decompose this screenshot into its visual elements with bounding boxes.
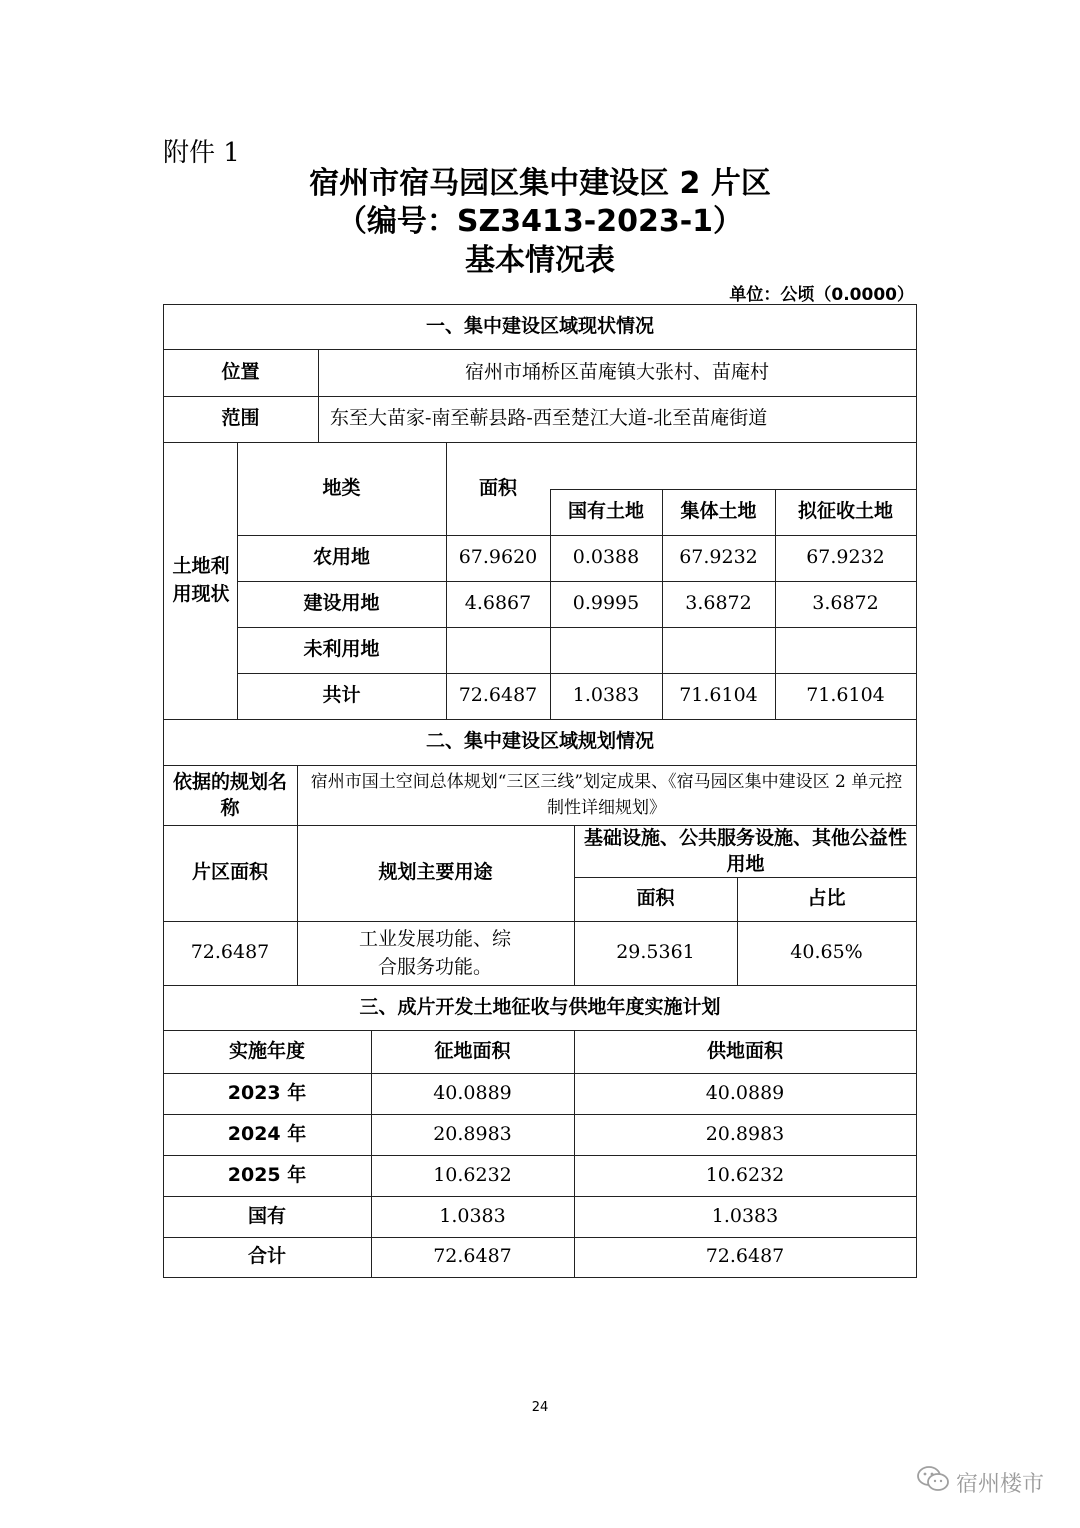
planned-use-value: 工业发展功能、综合服务功能。: [358, 928, 511, 978]
land-row-collective: 67.9232: [679, 546, 758, 569]
plan-row-expropriation: 40.0889: [433, 1081, 512, 1104]
land-row-state: 0.0388: [572, 546, 640, 569]
land-row-area: 4.6867: [464, 592, 532, 615]
plan-row-supply: 20.8983: [705, 1122, 785, 1145]
planned-use-label: 规划主要用途: [378, 861, 493, 884]
header-land-type: 地类: [322, 477, 361, 500]
section3-heading: 三、成片开发土地征收与供地年度实施计划: [359, 995, 721, 1018]
facility-ratio-value: 40.65%: [790, 941, 863, 964]
plan-row-year: 2024 年: [227, 1122, 307, 1145]
facility-area-label: 面积: [636, 887, 675, 910]
facility-ratio-label: 占比: [807, 887, 846, 910]
facility-area-value: 29.5361: [616, 941, 695, 964]
land-use-label: 土地利用现状: [172, 555, 230, 605]
range-label: 范围: [221, 407, 260, 430]
land-row-state: 0.9995: [572, 592, 640, 615]
land-row-type: 建设用地: [303, 592, 380, 615]
land-row-collective: 71.6104: [679, 684, 758, 707]
land-row-state: [550, 627, 662, 673]
zone-area-value: 72.6487: [190, 941, 270, 964]
plan-row-expropriation: 1.0383: [439, 1204, 506, 1227]
land-row-expropriate: 3.6872: [812, 592, 879, 615]
header-year: 实施年度: [228, 1039, 305, 1062]
header-expropriate-land: 拟征收土地: [797, 500, 893, 523]
plan-basis-value: 宿州市国土空间总体规划“三区三线”划定成果、《宿马园区集中建设区 2 单元控制性详细规划》: [310, 772, 903, 818]
watermark: [916, 1465, 1044, 1499]
location-label: 位置: [221, 360, 260, 383]
zone-area-label: 片区面积: [191, 861, 268, 884]
plan-row-supply: 1.0383: [711, 1204, 779, 1227]
land-row-area: 72.6487: [458, 684, 538, 707]
header-state-land: 国有土地: [567, 500, 644, 523]
land-row-expropriate: 67.9232: [806, 546, 885, 569]
land-row-expropriate: 71.6104: [806, 684, 885, 707]
section1-heading: 一、集中建设区域现状情况: [425, 315, 654, 338]
header-area: 面积: [478, 477, 517, 500]
header-supply-area: 供地面积: [706, 1039, 783, 1062]
plan-basis-label: 依据的规划名称: [172, 771, 287, 819]
plan-row-year: 2023 年: [227, 1081, 307, 1104]
document-subtitle: 基本情况表: [465, 243, 615, 278]
section2-heading: 二、集中建设区域规划情况: [425, 730, 654, 753]
wechat-icon: [916, 1465, 950, 1499]
header-expropriation-area: 征地面积: [434, 1039, 511, 1062]
plan-row-expropriation: 20.8983: [433, 1122, 512, 1145]
plan-row-supply: 72.6487: [705, 1245, 785, 1268]
land-row-state: 1.0383: [572, 684, 640, 707]
land-row-collective: 3.6872: [685, 592, 752, 615]
header-collective-land: 集体土地: [680, 500, 757, 523]
plan-row-year: 合计: [247, 1245, 286, 1268]
page-number: 24: [531, 1400, 549, 1415]
document-title: 宿州市宿马园区集中建设区 2 片区: [309, 166, 771, 201]
land-row-area: [446, 627, 550, 673]
plan-row-supply: 40.0889: [705, 1081, 785, 1104]
land-row-type: 共计: [322, 684, 361, 707]
location-value: 宿州市埇桥区苗庵镇大张村、苗庵村: [464, 360, 769, 383]
land-row-area: 67.9620: [458, 546, 538, 569]
land-row-type: 农用地: [312, 546, 370, 569]
land-row-type: 未利用地: [303, 638, 380, 661]
attachment-label: 附件 1: [163, 138, 240, 168]
plan-row-expropriation: 72.6487: [433, 1245, 512, 1268]
unit-note: 单位：公顷（0.0000）: [729, 285, 914, 305]
land-row-collective: [662, 627, 775, 673]
plan-row-year: 2025 年: [227, 1163, 307, 1186]
plan-row-year: 国有: [247, 1204, 286, 1227]
facility-label: 基础设施、公共服务设施、其他公益性用地: [583, 827, 907, 875]
plan-row-expropriation: 10.6232: [433, 1163, 512, 1186]
range-value: 东至大苗家-南至蕲县路-西至楚江大道-北至苗庵街道: [330, 407, 768, 430]
plan-row-supply: 10.6232: [705, 1163, 785, 1186]
watermark-text: 宿州楼市: [955, 1471, 1044, 1497]
land-row-expropriate: [775, 627, 916, 673]
document-code: （编号：SZ3413-2023-1）: [336, 204, 744, 239]
